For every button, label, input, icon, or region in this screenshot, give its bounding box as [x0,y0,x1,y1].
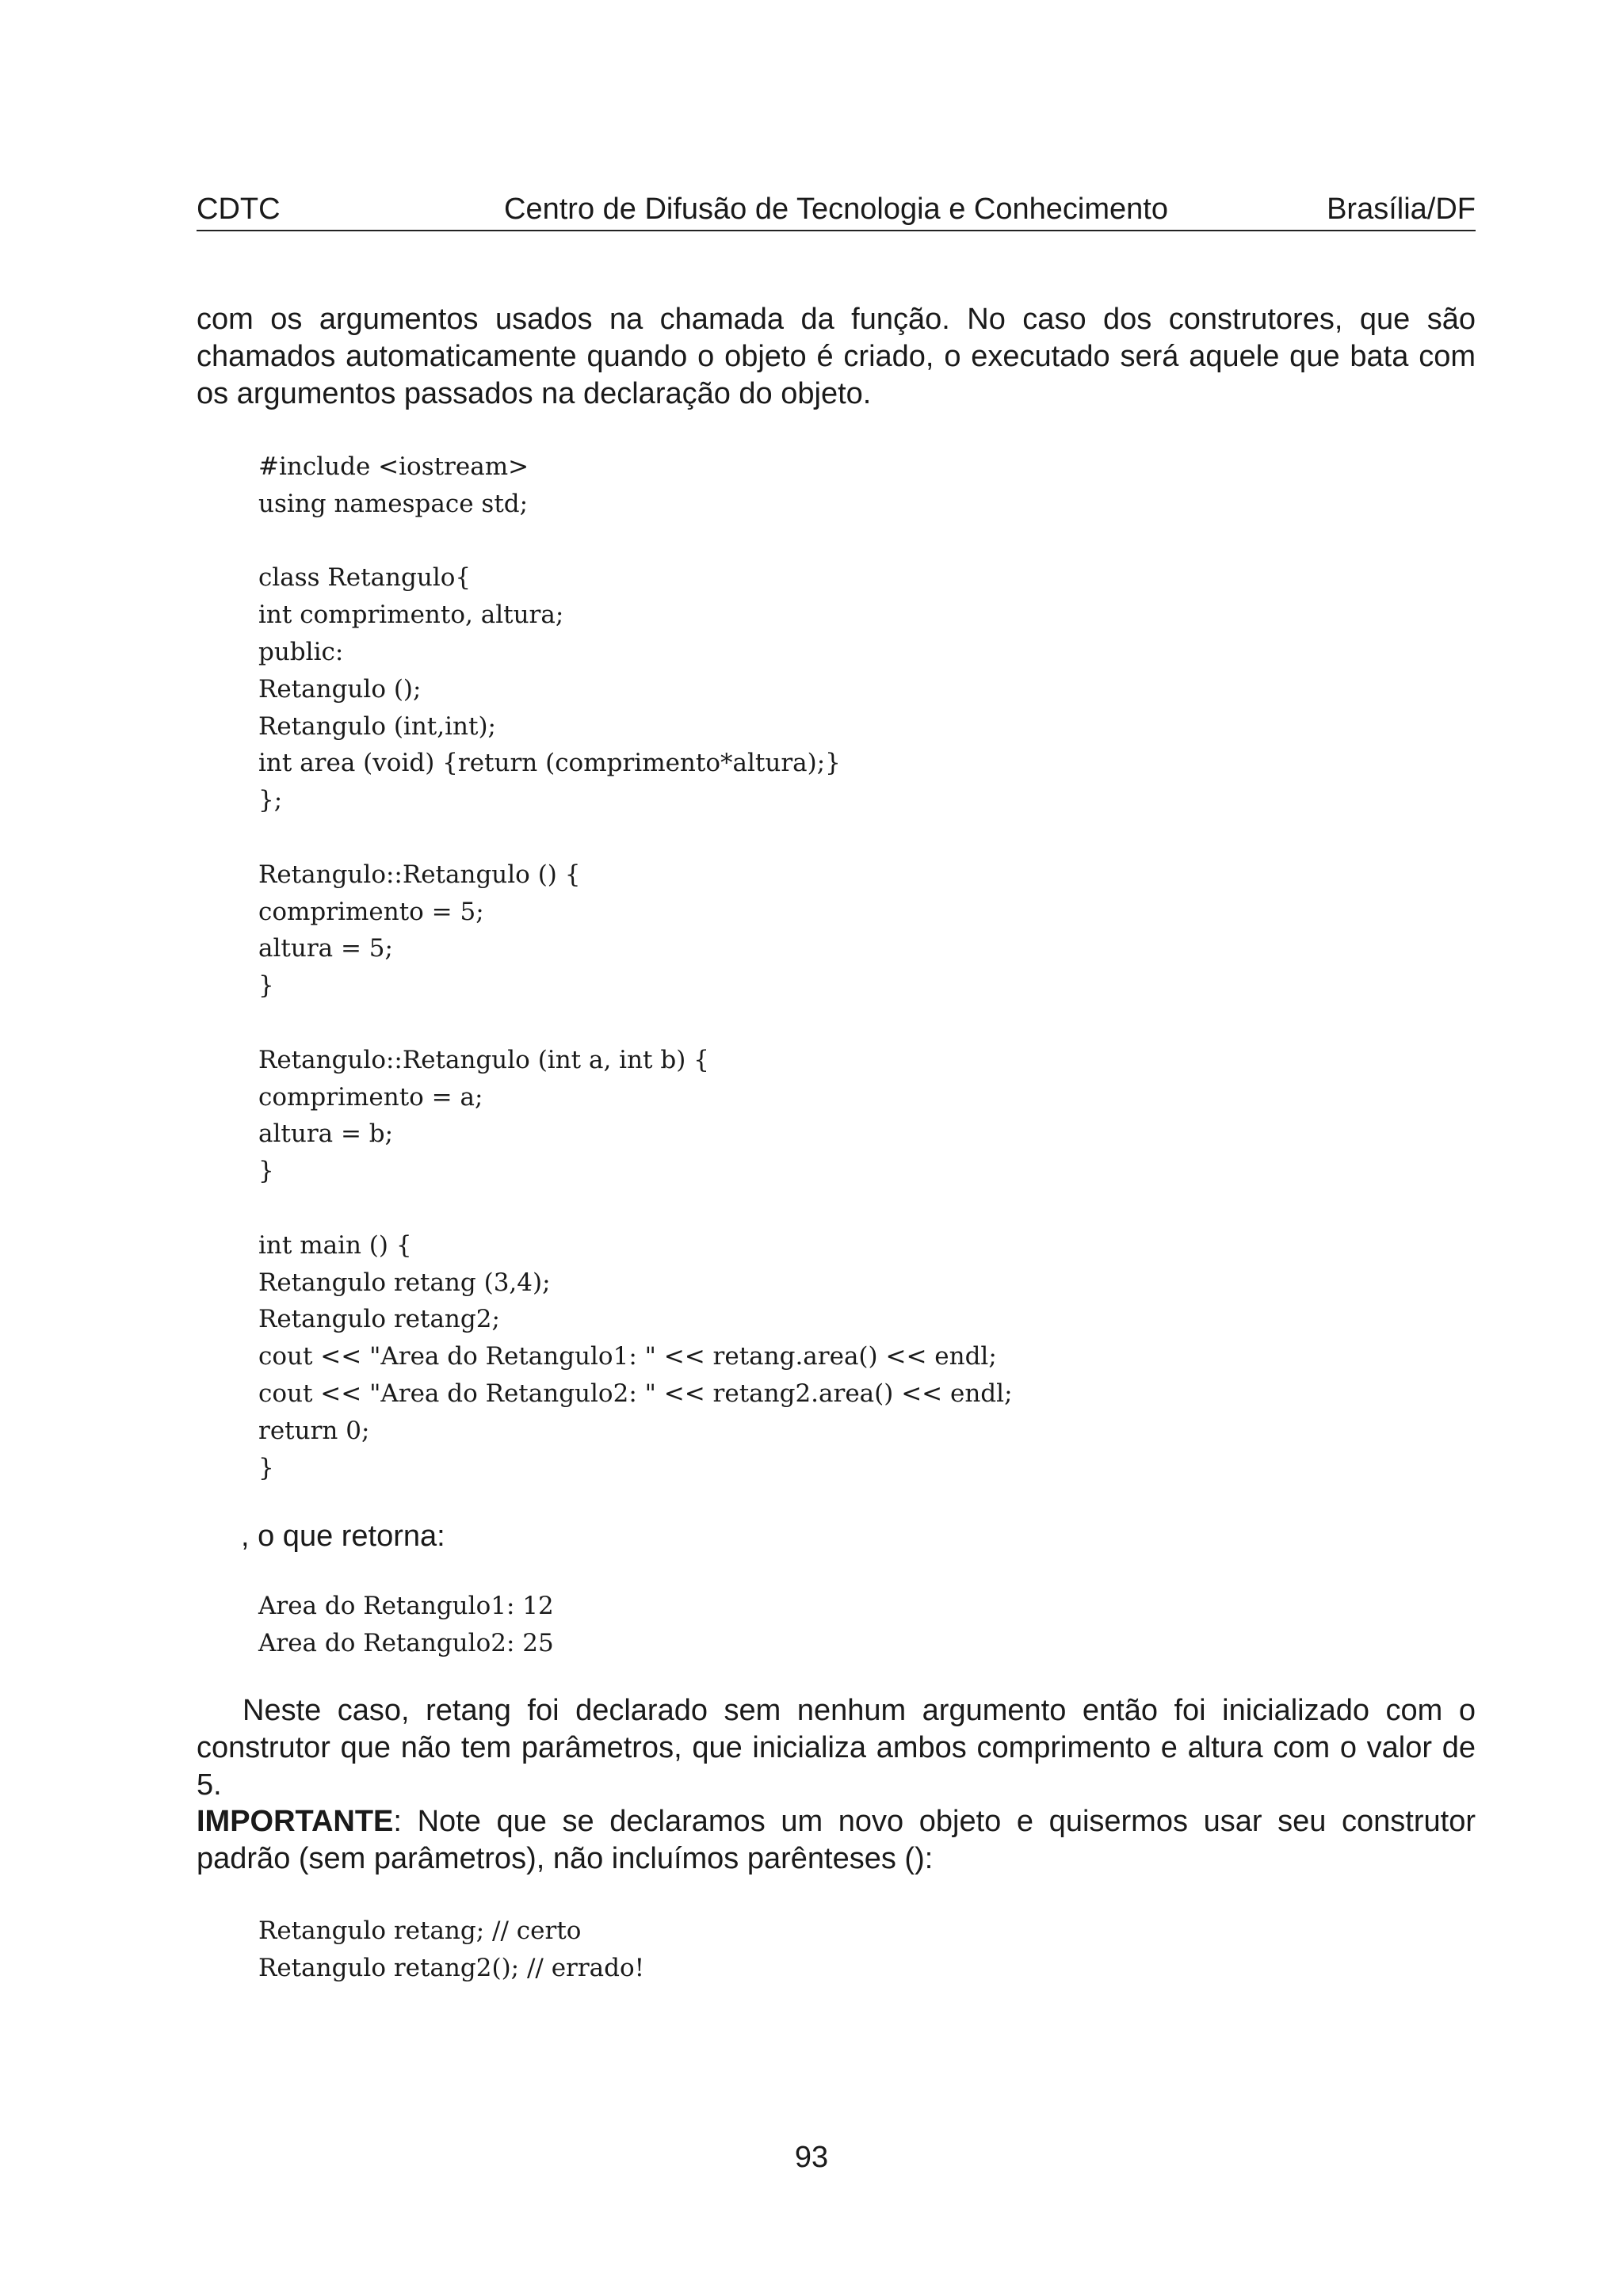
code-line: Retangulo retang2; [258,1305,500,1334]
code-line: int main () { [258,1230,412,1260]
page-number: 93 [794,2141,829,2174]
code-line: Retangulo::Retangulo () { [258,860,581,889]
code-line: Retangulo (int,int); [258,711,496,741]
code-line: int area (void) {return (comprimento*altura);} [258,749,841,778]
important-text: : Note que se declaramos um novo objeto e quisermos usar seu construtor padrão (sem parâmetros), não incluímos parênteses (): [197,1805,1476,1875]
code-line [258,523,1013,560]
paragraph-explanation: Neste caso, retang foi declarado sem nenhum argumento então foi inicializado com o construtor que não tem parâmetros, que inicializa ambos comprimento e altura com o valor de 5. [197,1694,1476,1802]
code-line [258,819,1013,856]
code-line: using namespace std; [258,489,529,518]
code-block-output [258,1588,554,1662]
code-line: Area do Retangulo2: 25 [258,1628,554,1657]
code-line: cout << "Area do Retangulo1: " << retang.area() << endl; [258,1342,997,1371]
code-line: altura = 5; [258,934,393,963]
code-line: comprimento = a; [258,1082,483,1112]
code-line [258,1190,1013,1227]
code-line: #include <iostream> [258,452,529,481]
code-line: int comprimento, altura; [258,601,564,630]
paragraph-intro: com os argumentos usados na chamada da função. No caso dos construtores, que são chamados automaticamente quando o objeto é criado, o executado será aquele que bata com os argumentos passados na declaração do objeto. [197,303,1476,410]
header-title: Centro de Difusão de Tecnologia e Conhecimento [504,193,1168,226]
code-line: } [258,1453,274,1482]
header-org: CDTC [197,193,281,226]
paragraph-important [197,1803,1476,1878]
code-line: public: [258,637,344,666]
code-line: cout << "Area do Retangulo2: " << retang2.area() << endl; [258,1379,1013,1408]
code-line: } [258,1157,274,1186]
code-line: Area do Retangulo1: 12 [258,1592,554,1620]
code-line: Retangulo retang; // certo [258,1917,582,1945]
code-block-main [258,448,1013,1486]
code-line: }; [258,786,283,815]
code-line: Retangulo retang (3,4); [258,1268,551,1297]
code-line: } [258,971,274,1001]
code-line: Retangulo::Retangulo (int a, int b) { [258,1045,709,1074]
important-label: IMPORTANTE [197,1805,394,1838]
code-line: return 0; [258,1416,370,1445]
header-location: Brasília/DF [1327,193,1476,226]
code-line: class Retangulo{ [258,563,472,593]
code-line: altura = b; [258,1119,394,1149]
intertext-returns: , o que retorna: [241,1520,445,1553]
code-line: comprimento = 5; [258,897,484,926]
code-line: Retangulo (); [258,674,422,704]
page-header [197,192,1476,231]
code-line: Retangulo retang2(); // errado! [258,1953,645,1982]
code-line [258,1005,1013,1042]
code-block-example [258,1913,644,1987]
